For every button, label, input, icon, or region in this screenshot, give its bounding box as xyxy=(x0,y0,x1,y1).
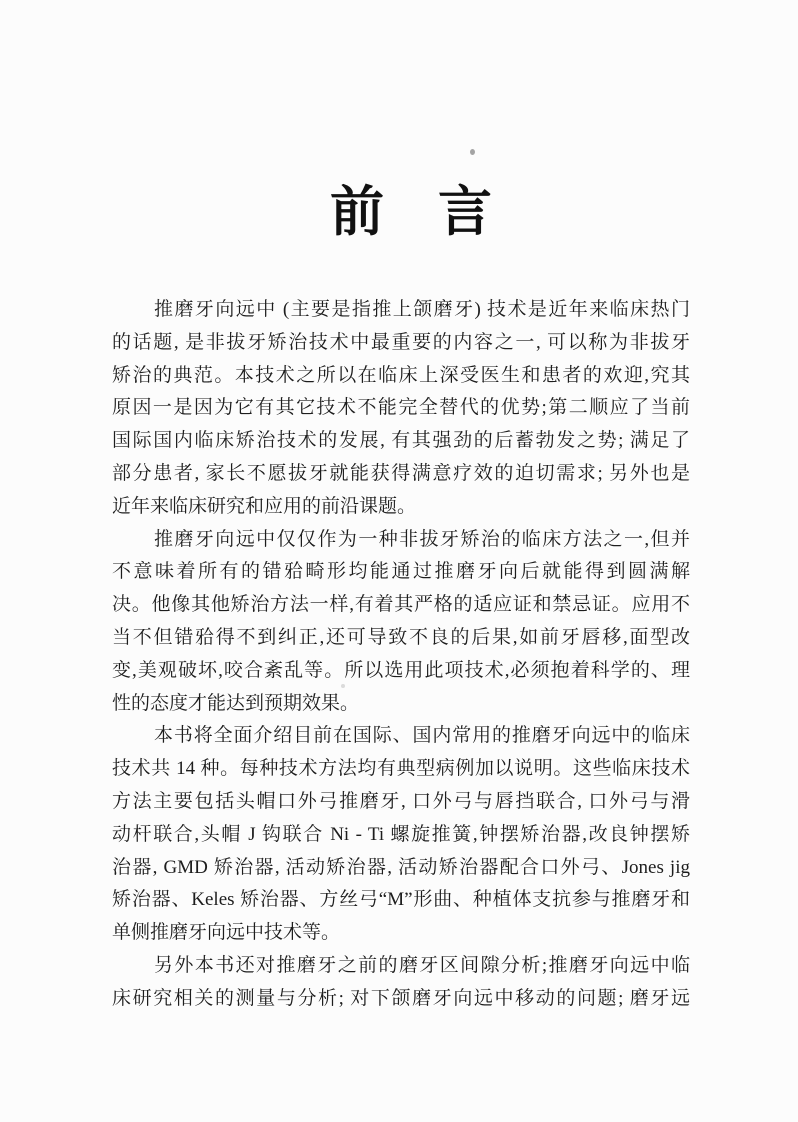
text-line: 近年来临床研究和应用的前沿课题。 xyxy=(112,495,417,517)
text-line: 不意味着所有的错𬌗畸形均能通过推磨牙向后就能得到圆满解 xyxy=(112,561,690,583)
text-line: 决。他像其他矫治方法一样,有着其严格的适应证和禁忌证。应用不 xyxy=(112,594,690,616)
text-line: 推磨牙向远中仅仅作为一种非拔牙矫治的临床方法之一,但并 xyxy=(154,528,690,550)
preface-body xyxy=(112,294,690,1016)
text-line: 床研究相关的测量与分析; 对下颌磨牙向远中移动的问题; 磨牙远 xyxy=(112,987,690,1009)
text-line: 治器, GMD 矫治器, 活动矫治器, 活动矫治器配合口外弓、Jones jig xyxy=(112,856,690,878)
text-line: 当不但错𬌗得不到纠正,还可导致不良的后果,如前牙唇移,面型改 xyxy=(112,626,690,648)
text-line: 另外本书还对推磨牙之前的磨牙区间隙分析;推磨牙向远中临 xyxy=(154,954,690,976)
text-line: 本书将全面介绍目前在国际、国内常用的推磨牙向远中的临床 xyxy=(154,725,690,747)
text-line: 变,美观破坏,咬合紊乱等。所以选用此项技术,必须抱着科学的、理 xyxy=(112,659,690,681)
text-line: 技术共 14 种。每种技术方法均有典型病例加以说明。这些临床技术 xyxy=(112,758,690,780)
text-line: 部分患者, 家长不愿拔牙就能获得满意疗效的迫切需求; 另外也是 xyxy=(112,462,690,484)
scan-speck xyxy=(470,149,475,155)
text-line: 的话题, 是非拔牙矫治技术中最重要的内容之一, 可以称为非拔牙 xyxy=(112,331,690,353)
text-line: 原因一是因为它有其它技术不能完全替代的优势;第二顺应了当前 xyxy=(112,397,690,419)
text-line: 矫治的典范。本技术之所以在临床上深受医生和患者的欢迎,究其 xyxy=(112,364,690,386)
text-line: 动杆联合,头帽 J 钩联合 Ni - Ti 螺旋推簧,钟摆矫治器,改良钟摆矫 xyxy=(112,823,690,845)
text-line: 方法主要包括头帽口外弓推磨牙, 口外弓与唇挡联合, 口外弓与滑 xyxy=(112,790,690,812)
page-title: 前言 xyxy=(330,182,546,242)
text-line: 单侧推磨牙向远中技术等。 xyxy=(112,922,341,944)
text-line: 国际国内临床矫治技术的发展, 有其强劲的后蓄勃发之势; 满足了 xyxy=(112,430,690,452)
text-line: 性的态度才能达到预期效果。 xyxy=(112,692,360,714)
text-line: 推磨牙向远中 (主要是指推上颌磨牙) 技术是近年来临床热门 xyxy=(154,299,690,320)
text-line: 矫治器、Keles 矫治器、方丝弓“M”形曲、种植体支抗参与推磨牙和 xyxy=(112,889,690,911)
